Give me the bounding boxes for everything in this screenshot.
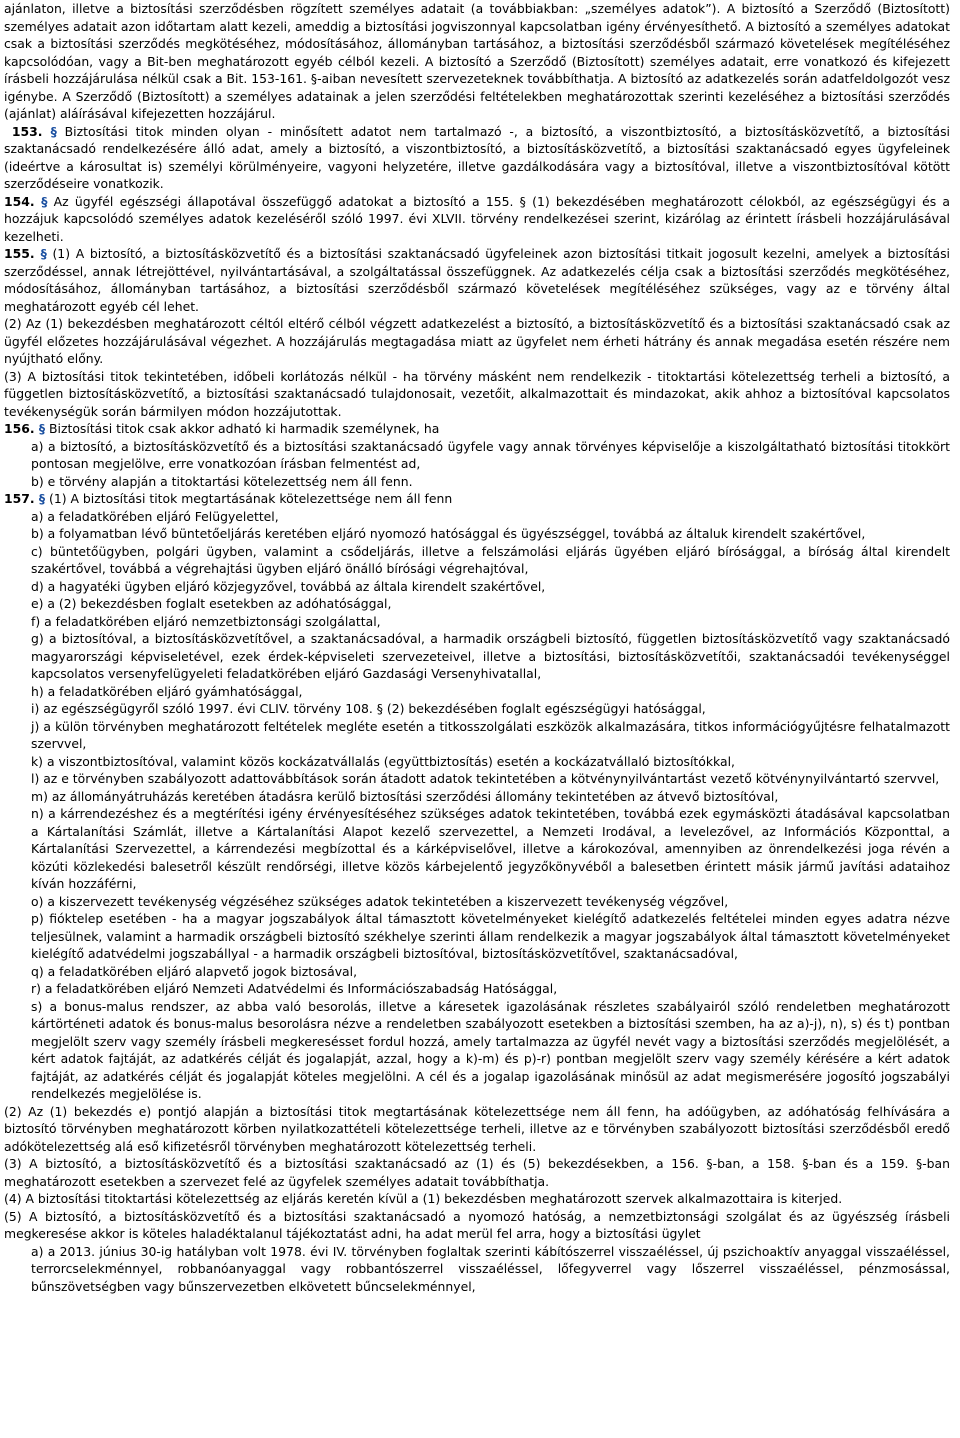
paragraph-text: g) a biztosítóval, a biztosításközvetítővel, a szaktanácsadóval, a harmadik országbeli biztosító, független biztosításközvetítő vagy szaktanácsadó magyarországi képviseletével, ezek érdek-képviseleti szervezeteivel, illetve a biztosítási, biztosításközvetítői, szaktanácsadói tevékenységgel kapcsolatos versenyfelügyeleti feladatkörében eljáró Gazdasági Versenyhivatallal, bbox=[31, 631, 950, 681]
list-item bbox=[4, 893, 950, 911]
document-page bbox=[4, 0, 950, 1295]
paragraph-text: o) a kiszervezett tevékenység végzéséhez szükséges adatok tekintetében a kiszervezett tevékenység végzővel, bbox=[31, 893, 729, 909]
paragraph-text: s) a bonus-malus rendszer, az abba való besorolás, illetve a káresetek igazolásának részletes szabályairól szóló rendeletben meghatározott kártörténeti adatok és bonus-malus besorolásra nézve a rendeletben szabályozott esetekben a biztosítási szemben, ha az a)-j), n), s) és t) pontban megjelölt szerv vagy személy írásbeli megkeresésset fordul hozzá, amely tartalmazza az ügyfél nevét vagy a biztosítási szerződés megjelölését, a kért adatok fajtáját, az adatkérés célját és jogalapját, azzal, hogy a k)-m) és p)-r) pontban megjelölt szerv vagy személy kérésére a kért adatok fajtáját, az adatkérés célját és jogalapját köteles megjelölni. A cél és a jogalap igazolásának minősül az adat megismerésére jogosító jogszabályi rendelkezés megjelölése is. bbox=[31, 998, 950, 1101]
paragraph bbox=[4, 123, 950, 193]
section-sign-icon: § bbox=[34, 246, 47, 261]
paragraph-text: (5) A biztosító, a biztosításközvetítő és a biztosítási szaktanácsadó a nyomozó hatóság, a nemzetbiztonsági szolgálat és az ügyészség írásbeli megkeresése akkor is köteles haladéktalanul tájékoztatást adni, ha adat merül fel arra, hogy a biztosítási ügylet bbox=[4, 1208, 950, 1241]
paragraph-text: (2) Az (1) bekezdésben meghatározott céltól eltérő célból végzett adatkezelést a biztosító, a biztosításközvetítő és a biztosítási szaktanácsadó csak az ügyfél előzetes hozzájárulásával végezhet. A hozzájárulás megtagadása miatt az ügyfelet nem érheti hátrány és annak megadása esetén részére nem nyújtható előny. bbox=[4, 316, 950, 366]
list-item bbox=[4, 788, 950, 806]
paragraph-text: b) a folyamatban lévő büntetőeljárás keretében eljáró nyomozó hatósággal és ügyészséggel, továbbá az általuk kirendelt szakértővel, bbox=[31, 526, 866, 541]
paragraph-text: (4) A biztosítási titoktartási kötelezettség az eljárás keretén kívül a (1) bekezdésben meghatározott szervek alkalmazottaira is kiterjed. bbox=[4, 1191, 843, 1206]
list-item bbox=[4, 543, 950, 578]
section-number: 157. bbox=[4, 491, 35, 506]
paragraph-text: l) az e törvényben szabályozott adattovábbítások során átadott adatok tekintetében a kötvénynyilvántartást vezető kötvénynyilvántartó szervvel, bbox=[31, 771, 940, 786]
paragraph bbox=[4, 368, 950, 421]
paragraph bbox=[4, 315, 950, 368]
paragraph bbox=[4, 193, 950, 246]
paragraph bbox=[4, 1103, 950, 1156]
paragraph-text: (3) A biztosító, a biztosításközvetítő és a biztosítási szaktanácsadó az (1) és (5) bekezdésekben, a 156. §-ban, a 158. §-ban és a 159. §-ban meghatározott esetekben a szervezet felé az ügyfelek személyes adatait továbbíthatja. bbox=[4, 1156, 950, 1189]
paragraph-text: m) az állományátruházás keretében átadásra kerülő biztosítási szerződési állomány tekintetében az átvevő biztosítóval, bbox=[31, 788, 779, 804]
paragraph-text: (1) A biztosító, a biztosításközvetítő és a biztosítási szaktanácsadó ügyfeleinek azon biztosítási titkait jogosult kezelni, amelyek a biztosítási szerződéssel, annak létrejöttével, nyilvántartásával, a szolgáltatással összefüggnek. Az adatkezelés célja csak a biztosítási szerződés megkötéséhez, módosításához, állományban tartásához, a biztosítási szerződésből származó követelések megítéléséhez szükséges, vagy az e törvény által meghatározott egyéb cél lehet. bbox=[4, 246, 950, 314]
paragraph-text: n) a kárrendezéshez és a megtérítési igény érvényesítéséhez szükséges adatok tekintetében, továbbá ezek egymásközti átadásával kapcsolatban a Kártalanítási Számlát, illetve a Kártalanítási Alapot kezelő szervezettel, a Nemzeti Irodával, a levelezővel, az Információs Központtal, a Kártalanítási Szervezettel, a kárrendezési megbízottal és a kárképviselővel, illetve a károkozóval, amennyiben az önrendelkezési joga révén a közúti közlekedési balesetről készült rendőrségi, illetve közös kárbejelentő jegyzőkönyvéből a balesetben érintett másik jármű javítási adataihoz kíván hozzáférni, bbox=[31, 806, 950, 891]
paragraph-text: k) a viszontbiztosítóval, valamint közös kockázatvállalás (együttbiztosítás) esetén a kockázatvállaló biztosítókkal, bbox=[31, 753, 735, 769]
paragraph-text: Az ügyfél egészségi állapotával összefüggő adatokat a biztosító a 155. § (1) bekezdésében meghatározott célokból, az egészségügyi és a hozzájuk kapcsolódó személyes adatok kezeléséről szóló 1997. évi XLVII. törvény rendelkezései szerint, kizárólag az érintett írásbeli hozzájárulásával kezelheti. bbox=[4, 193, 950, 244]
paragraph-text: p) fióktelep esetében - ha a magyar jogszabályok által támasztott követelményeket kielégítő adatkezelés feltételei minden egyes adatra nézve teljesülnek, valamint a harmadik országbeli biztosító székhelye szerinti állam rendelkezik a magyar jogszabályok által támasztott követelményeket kielégítő adatvédelmi jogszabállyal - a harmadik országbeli biztosítóval, biztosításközvetítővel, szaktanácsadóval, bbox=[31, 911, 950, 961]
list-item bbox=[4, 980, 950, 998]
section-sign-icon: § bbox=[42, 123, 57, 139]
paragraph bbox=[4, 1208, 950, 1243]
paragraph-text: c) büntetőügyben, polgári ügyben, valamint a csődeljárás, illetve a felszámolási eljárás ügyében eljáró bírósággal, a bíróság által kirendelt szakértővel, továbbá a végrehajtási ügyben eljáró önálló bírósági végrehajtóval, bbox=[31, 543, 950, 576]
list-item bbox=[4, 770, 950, 788]
section-number: 153. bbox=[11, 123, 43, 139]
list-item bbox=[4, 438, 950, 473]
paragraph bbox=[4, 490, 950, 508]
section-number: 154. bbox=[4, 193, 35, 209]
paragraph-text: a) a biztosító, a biztosításközvetítő és a biztosítási szaktanácsadó ügyfele vagy annak törvényes képviselője a kiszolgáltatható biztosítási titokkört pontosan megjelölve, erre vonatkozóan írásban felmentést ad, bbox=[31, 438, 950, 471]
paragraph-text: (3) A biztosítási titok tekintetében, időbeli korlátozás nélkül - ha törvény másként nem rendelkezik - titoktartási kötelezettség terheli a biztosító, a független biztosításközvetítő, a biztosítási szaktanácsadó tulajdonosait, vezetőit, alkalmazottait és mindazokat, akik ahhoz a biztosítóval kapcsolatos tevékenységük során bármilyen módon hozzájutottak. bbox=[4, 368, 950, 419]
list-item bbox=[4, 963, 950, 981]
section-number: 156. bbox=[4, 421, 35, 436]
paragraph bbox=[4, 245, 950, 315]
list-item bbox=[4, 718, 950, 753]
section-sign-icon: § bbox=[34, 421, 46, 436]
paragraph-text: a) a 2013. június 30-ig hatályban volt 1978. évi IV. törvényben foglaltak szerinti kábítószerrel visszaéléssel, új pszichoaktív anyaggal visszaéléssel, terrorcselekménnyel, robbanóanyaggal vagy robbantószerrel visszaéléssel, lőfegyverrel vagy lőszerrel visszaéléssel, pénzmosással, bűnszövetségben vagy bűnszervezetben elkövetett bűncselekménnyel, bbox=[31, 1243, 950, 1294]
list-item bbox=[4, 613, 950, 631]
list-item bbox=[4, 805, 950, 893]
paragraph-text: r) a feladatkörében eljáró Nemzeti Adatvédelmi és Információszabadság Hatósággal, bbox=[31, 981, 558, 996]
list-item bbox=[4, 473, 950, 491]
list-item bbox=[4, 753, 950, 771]
paragraph-text: i) az egészségügyről szóló 1997. évi CLIV. törvény 108. § (2) bekezdésében foglalt egészségügyi hatósággal, bbox=[31, 701, 706, 716]
list-item bbox=[4, 998, 950, 1103]
section-sign-icon: § bbox=[34, 193, 48, 209]
paragraph-text: f) a feladatkörében eljáró nemzetbiztonsági szolgálattal, bbox=[31, 613, 381, 629]
list-item bbox=[4, 525, 950, 543]
paragraph-text: h) a feladatkörében eljáró gyámhatósággal, bbox=[31, 683, 303, 699]
paragraph bbox=[4, 1155, 950, 1190]
paragraph-text: Biztosítási titok minden olyan - minősített adatot nem tartalmazó -, a biztosító, a viszontbiztosító, a biztosításközvetítő, a biztosítási szaktanácsadó rendelkezésére álló adat, amely a biztosító, a viszontbiztosító, a biztosításközvetítő, a biztosítási szaktanácsadó egyes ügyfeleinek (ideértve a károsultat is) személyi körülményeire, vagyoni helyzetére, illetve gazdálkodására vagy a biztosítóval, illetve a viszontbiztosítóval kötött szerződéseire vonatkozik. bbox=[4, 123, 950, 191]
paragraph-text: Biztosítási titok csak akkor adható ki harmadik személynek, ha bbox=[45, 421, 440, 436]
list-item bbox=[4, 700, 950, 718]
section-number: 155. bbox=[4, 246, 35, 261]
list-item bbox=[4, 595, 950, 613]
paragraph-text: e) a (2) bekezdésben foglalt esetekben az adóhatósággal, bbox=[31, 596, 392, 611]
list-item bbox=[4, 683, 950, 701]
list-item bbox=[4, 578, 950, 596]
list-item bbox=[4, 910, 950, 963]
list-item bbox=[4, 508, 950, 526]
paragraph-text: b) e törvény alapján a titoktartási kötelezettség nem áll fenn. bbox=[31, 473, 413, 489]
list-item bbox=[4, 630, 950, 683]
paragraph-text: d) a hagyatéki ügyben eljáró közjegyzővel, továbbá az általa kirendelt szakértővel, bbox=[31, 578, 546, 594]
list-item bbox=[4, 1243, 950, 1296]
paragraph bbox=[4, 0, 950, 123]
paragraph bbox=[4, 420, 950, 438]
paragraph-text: a) a feladatkörében eljáró Felügyelettel, bbox=[31, 508, 279, 524]
paragraph-text: j) a külön törvényben meghatározott feltételek megléte esetén a titkosszolgálati eszközök alkalmazására, titkos információgyűjtésre felhatalmazott szervvel, bbox=[31, 718, 950, 751]
paragraph-text: ajánlaton, illetve a biztosítási szerződésben rögzített személyes adatait (a továbbiakban: „személyes adatok”). A biztosító a Szerződő (Biztosított) személyes adatait azon időtartam alatt kezeli, ameddig a biztosítási jogviszonnyal kapcsolatban igény érvényesíthető. A biztosító a személyes adatokat csak a biztosítási szerződés megkötéséhez, módosításához, állományban tartásához, a biztosítási szerződésből származó követelések megítéléséhez kapcsolódóan, vagy a Bit-ben meghatározott egyéb célból kezeli. A biztosító a Szerződő (Biztosított) személyes adatait, erre vonatkozó és kifejezett írásbeli hozzájárulása nélkül csak a Bit. 153-161. §-aiban nevesített szervezeteknek továbbíthatja. A biztosító az adatkezelés során adatfeldolgozót vesz igénybe. A Szerződő (Biztosított) a személyes adatainak a jelen szerződési feltételekben meghatározottak szerinti kezeléséhez a biztosítási szerződés (ajánlat) aláírásával kifejezetten hozzájárul. bbox=[4, 1, 950, 121]
paragraph bbox=[4, 1190, 950, 1208]
paragraph-text: (2) Az (1) bekezdés e) pontjó alapján a biztosítási titok megtartásának kötelezettsége nem áll fenn, ha adóügyben, az adóhatóság felhívására a biztosító törvényben meghatározott körben nyilatkozattételi kötelezettsége terheli, illetve az e törvényben szabályozott biztosítási szerződésből eredő adókötelezettség alá eső kifizetésről törvényben meghatározott kötelezettség terheli. bbox=[4, 1103, 950, 1154]
paragraph-text: (1) A biztosítási titok megtartásának kötelezettsége nem áll fenn bbox=[45, 491, 453, 506]
paragraph-text: q) a feladatkörében eljáró alapvető jogok biztosával, bbox=[31, 963, 358, 979]
section-sign-icon: § bbox=[34, 491, 46, 506]
